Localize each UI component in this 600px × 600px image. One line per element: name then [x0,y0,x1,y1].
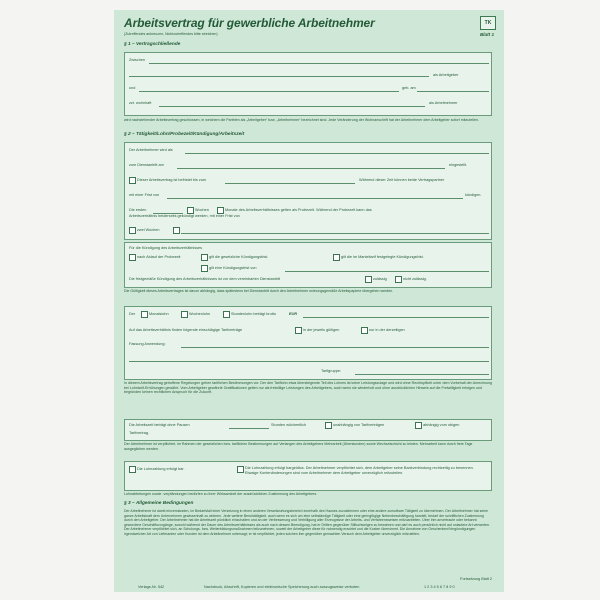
print-numbers: 1 2 3 4 5 6 7 8 9 0 [424,585,455,589]
zulaessig-checkbox[interactable] [365,276,372,283]
other-frist-field[interactable] [181,233,489,234]
eigene-frist-label: gilt eine Kündigungsfrist von [209,266,257,270]
publisher-logo: TK [480,16,496,30]
abtretung-note: Lohnabtretungen sowie -verpfändungen bedürfen zu ihrer Wirksamkeit der ausdrücklichen Zustimmung des Arbeitgebers. [124,492,318,496]
tarifvertrag-field-2[interactable] [129,361,489,362]
continuation-note: Fortsetzung Blatt 2 [460,577,492,581]
section-3-heading: § 3 – Allgemeine Bedingungen [124,501,194,506]
wage-box [124,306,492,380]
die-ersten-label: Die ersten [129,208,147,212]
derzeitig-label: nur in der derzeitigen [369,328,405,332]
stundenlohn-label: Stundenlohn beträgt brutto [231,312,276,316]
arbeitspapiere-note: Die Gültigkeit dieses Arbeitsvertrages ist davon abhängig, dass spätestens bei Dienstantritt durch den Arbeitnehmer ordnungsgemäße Arbeitspapiere übergeben werden. [124,289,394,293]
tarifgruppe-label: Tarifgruppe: [321,369,342,373]
monatslohn-checkbox[interactable] [141,311,148,318]
parties-box [124,52,492,116]
contract-form-sheet [114,10,504,592]
employment-terms-box [124,142,492,240]
mehrarbeit-note: Der Arbeitnehmer ist verpflichtet, im Rahmen der gesetzlichen bzw. tariflichen Bestimmungen auf Verlangen des Arbeitgebers Mehrarbeit (Überstunden) sowie Wechselschicht zu leisten. Mehrarbeit kann durch freie Tage ausgeglichen werden. [124,442,473,451]
probezeit-frist-label: Arbeitsverhältnis beiderseits gekündigt werden, mit einer Frist von [129,214,240,218]
bargeldlos-label: Die Lohnzahlung erfolgt bargeldlos. Der Arbeitnehmer verpflichtet sich, dem Arbeitgeber seine Bankverbindung rechtzeitig zu benennen. Etwaige Kontenänderungen sind vom Arbeitnehmer dem Arbeitgeber unverzüglich mitzuteilen. [245,466,474,475]
payment-box [124,461,492,491]
nach-probezeit-checkbox[interactable] [129,254,136,261]
abhaengig-label: abhängig vom obigen [423,423,460,427]
bar-label: Die Lohnzahlung erfolgt bar. [137,467,185,471]
other-frist-checkbox[interactable] [173,227,180,234]
kuendigung-label: Für die Kündigung des Arbeitsverhältnisses [129,246,203,250]
der-label: Der [129,312,136,316]
wochen-label: Wochen [195,208,209,212]
bar-checkbox[interactable] [129,466,136,473]
stundenlohn-checkbox[interactable] [223,311,230,318]
eingestellt-als-label: Der Arbeitnehmer wird als [129,148,173,152]
termination-box [124,242,492,288]
form-title: Arbeitsvertrag für gewerbliche Arbeitnehmer [124,16,375,30]
monate-checkbox[interactable] [217,207,224,214]
und-label: und [129,86,136,90]
verlag-number: Verlags-Nr. 542 [138,585,165,589]
arbeitszeit-label: Die Arbeitszeit beträgt ohne Pausen [129,423,190,427]
tarifgruppe-field[interactable] [355,374,489,375]
zwei-wochen-label: zwei Wochen [137,228,160,232]
manteltarif-label: gilt die im Manteltarif festgelegte Kündigungsfrist. [341,255,424,259]
employer-name-field[interactable] [149,63,489,64]
fassung-label: Fassung Anwendung: [129,342,166,346]
working-hours-box [124,419,492,441]
lohn-amount-field[interactable] [303,317,489,318]
fristgemaess-label: Die fristgemäße Kündigung des Arbeitsverhältnisses ist vor dem vereinbarten Dienstantritt [129,277,281,281]
nicht-zulaessig-checkbox[interactable] [395,276,402,283]
zwischen-label: Zwischen [129,58,146,62]
tarif-note: In diesem Arbeitsvertrag getroffene Regelungen gehen tariflichen Bestimmungen vor. Der den Tariflohn etwa übersteigende Teil des Lohnes ist keine Leistungszulage und wird ohne Rechtspflicht unter dem Vorbehalt der Anrechnung bei Lohntarif-Erhöhungen gewährt. Vom Arbeitgeber gewährte Gratifikationen gelten nur als freiwillige Leistungen des Arbeitgebers, auch wenn sie wiederholt und ohne ausdrücklichen Hinweis auf die Freiwilligkeit erfolgen und begründen keinen rechtlichen Anspruch für die Zukunft. [124,381,492,395]
kuendigen-label: kündigen. [465,193,482,197]
eigene-frist-field[interactable] [285,271,489,272]
unabhaengig-label: unabhängig von Tarifverträgen [333,423,385,427]
wochenlohn-checkbox[interactable] [181,311,188,318]
position-field[interactable] [185,153,489,154]
tarifvertrag-field[interactable] [181,347,489,348]
befristet-date-field[interactable] [225,183,355,184]
employee-name-field[interactable] [139,91,399,92]
dienstantritt-label: zum Dienstantritt am [129,163,164,167]
derzeitig-checkbox[interactable] [361,327,368,334]
birthdate-field[interactable] [417,91,489,92]
nach-probezeit-label: nach Ablauf der Probezeit [137,255,181,259]
stunden-woechentlich-label: Stunden wöchentlich [271,423,307,427]
wochen-checkbox[interactable] [187,207,194,214]
zulaessig-label: zulässig [373,277,387,281]
tarifvertraege-label: Auf das Arbeitsverhältnis finden folgende einschlägige Tarifverträge [129,328,243,332]
bargeldlos-checkbox[interactable] [237,466,244,473]
section-1-note: wird nachstehender Arbeitsvertrag geschlossen, in welchem die Parteien als „Arbeitgeber“ bzw. „Arbeitnehmer“ bezeichnet sind. Jede Veränderung der Wohnanschrift hat der Arbeitnehmer dem Arbeitgeber sofort mitzuteilen. [124,118,479,122]
frist-label: mit einer Frist von [129,193,160,197]
eingestellt-label: eingestellt. [449,163,468,167]
section-3-text: Der Arbeitnehmer ist damit einverstanden, im Bedarfsfall einer Versetzung in einen anderen Verantwortungsbereich innerhalb des Hauses zuzustimmen oder eine andere zumutbare Tätigkeit zu übernehmen. Der Arbeitnehmer hat seine ganze Arbeitskraft dem Unternehmen gewissenhaft zu widmen. Jede weitere Berufstätigkeit, auch wenn es sich um eine selbständige Tätigkeit oder eine geringfügige Nebenbeschäftigung handelt, bedarf der schriftlichen Zustimmung durch den Arbeitgeber. Der Arbeitnehmer hat die Arbeitszeit pünktlich einzuhalten und an der Verbesserung und Verbilligung aller Erzeugnisse der Arbeits- und Verfahrensweisen mitzuarbeiten. Über ihm anvertraute oder bekannt gewordene Geschäftsvorgänge, sowohl während der Dauer des Arbeitsverhältnisses als auch nach dessen Beendigung, hat er Dritten gegenüber Stillschweigen zu bewahren und darf es auch persönlich nicht auf unlautere Art verwerten. Der Arbeitnehmer verpflichtet sich, an Schulungs- bzw. Weiterbildungsmaßnahmen teilzunehmen, soweit der Arbeitgeber diese für notwendig erachtet und die Kosten übernimmt. Die Annahme von Geschenken/Vergünstigungen irgendwelcher Art von Lieferanten oder Kunden ist dem Arbeitnehmer untersagt; er ist verpflichtet, jeden solchen ihm gegenüber gemachten Versuch dem Arbeitgeber unverzüglich mitzuteilen. [124,509,490,536]
start-date-field[interactable] [177,168,445,169]
employee-address-field[interactable] [159,106,425,107]
employer-address-field[interactable] [129,76,429,77]
manteltarif-checkbox[interactable] [333,254,340,261]
stunden-field[interactable] [229,428,269,429]
gesetzlich-checkbox[interactable] [201,254,208,261]
zwei-wochen-checkbox[interactable] [129,227,136,234]
gesetzlich-label: gilt die gesetzliche Kündigungsfrist. [209,255,269,259]
kuendigen-waehrend-label: Während dieser Zeit können beide Vertragspartner [359,178,445,182]
nicht-zulaessig-label: nicht zulässig. [403,277,427,281]
wohnhaft-label: zzt. wohnhaft [129,101,152,105]
frist-field[interactable] [167,198,463,199]
section-1-heading: § 1 – Vertragschließende [124,42,181,47]
abhaengig-checkbox[interactable] [415,422,422,429]
befristet-checkbox[interactable] [129,177,136,184]
form-subtitle: (Zutreffendes ankreuzen, Nichtzutreffendes bitte streichen) [124,32,218,36]
page-indicator: Blatt 1 [479,32,494,37]
wochenlohn-label: Wochenlohn [189,312,211,316]
jeweils-gueltig-checkbox[interactable] [295,327,302,334]
probezeit-label: Monate des Arbeitsverhältnisses gelten als Probezeit. Während der Probezeit kann das [225,208,372,212]
unabhaengig-checkbox[interactable] [325,422,332,429]
section-2-heading: § 2 – Tätigkeit/Lohn/Probezeit/Kündigung/Arbeitszeit [124,132,245,137]
copyright-notice: Nachdruck, Abschrift, Kopieren und elektronische Speicherung auch auszugsweise verboten [204,585,360,589]
eigene-frist-checkbox[interactable] [201,265,208,272]
jeweils-gueltig-label: in der jeweils gültigen [303,328,340,332]
befristet-label: Dieser Arbeitsvertrag ist befristet bis zum [137,178,207,182]
als-arbeitnehmer-label: als Arbeitnehmer [429,101,458,105]
monatslohn-label: Monatslohn [149,312,169,316]
als-arbeitgeber-label: als Arbeitgeber [433,73,459,77]
geb-am-label: geb. am [402,86,416,90]
currency-label: EUR [289,312,298,316]
tarifvertrag-label: Tarifvertrag. [129,431,150,435]
